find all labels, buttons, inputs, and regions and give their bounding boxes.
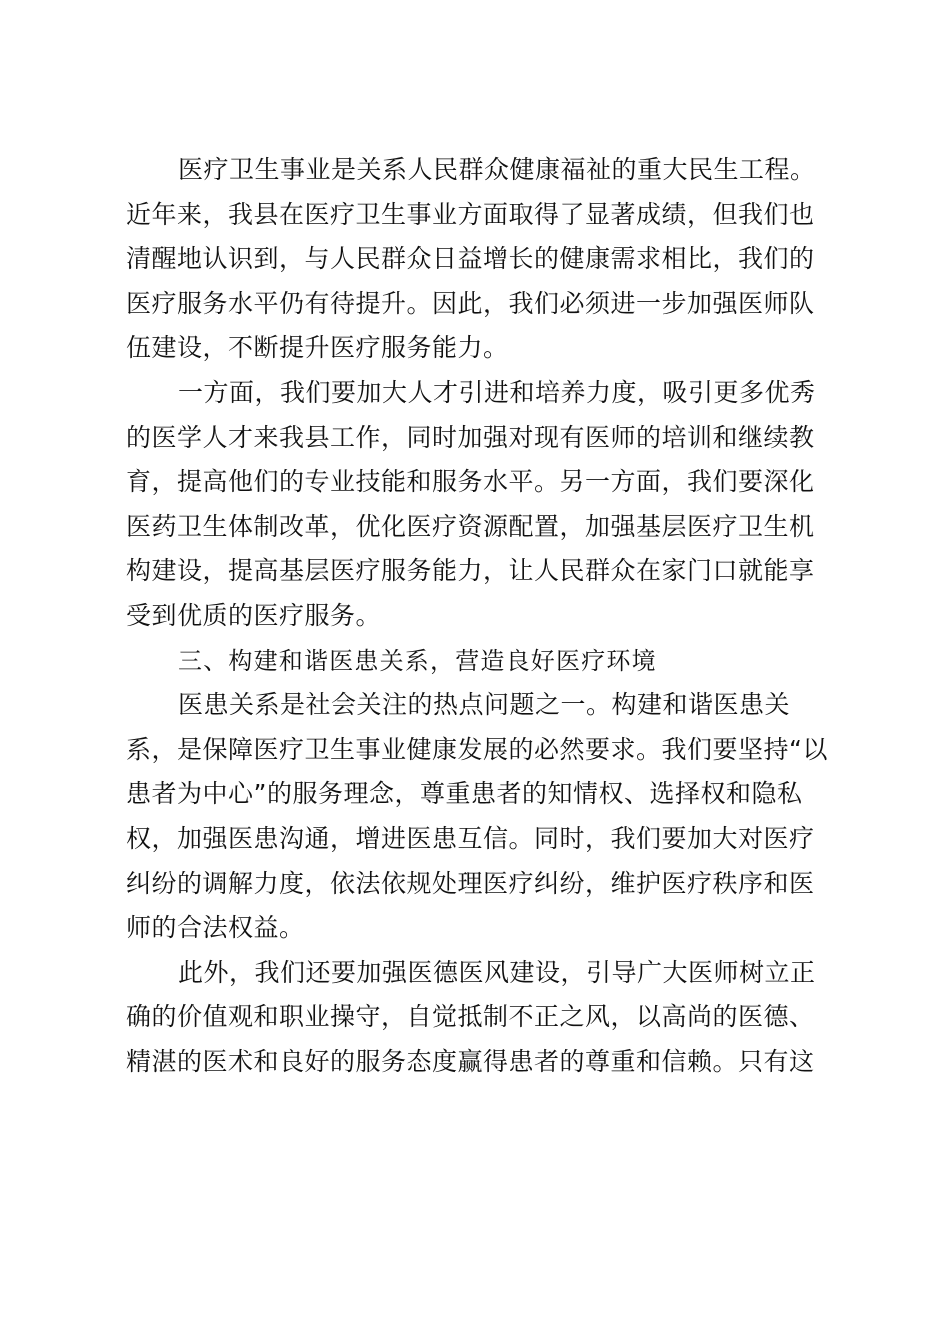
text-line: 权，加强医患沟通，增进医患互信。同时，我们要加大对医疗 [126, 823, 815, 853]
paragraph-medical-career-intro [126, 148, 826, 371]
text-line: 伍建设，不断提升医疗服务能力。 [126, 333, 509, 363]
text-line: 确的价值观和职业操守，自觉抵制不正之风，以高尚的医德、 [126, 1002, 815, 1032]
text-line: 精湛的医术和良好的服务态度赢得患者的尊重和信赖。只有这 [126, 1046, 815, 1076]
paragraph-talent-and-reform [126, 371, 826, 639]
text-line: 清醒地认识到，与人民群众日益增长的健康需求相比，我们的 [126, 244, 815, 274]
text-line: 师的合法权益。 [126, 913, 305, 943]
text-line: 近年来，我县在医疗卫生事业方面取得了显著成绩，但我们也 [126, 199, 815, 229]
text-line: 医疗服务水平仍有待提升。因此，我们必须进一步加强医师队 [126, 288, 815, 318]
text-line: 系，是保障医疗卫生事业健康发展的必然要求。我们要坚持“以 [126, 734, 828, 764]
text-line: 的医学人才来我县工作，同时加强对现有医师的培训和继续教 [126, 422, 815, 452]
paragraph-doctor-patient-relations [126, 683, 826, 951]
text-line: 构建设，提高基层医疗服务能力，让人民群众在家门口就能享 [126, 556, 815, 586]
text-line: 受到优质的医疗服务。 [126, 600, 382, 630]
text-line: 患者为中心”的服务理念，尊重患者的知情权、选择权和隐私 [126, 779, 803, 809]
document-page [126, 148, 826, 1084]
text-line: 医疗卫生事业是关系人民群众健康福祉的重大民生工程。 [178, 155, 816, 184]
text-line: 医患关系是社会关注的热点问题之一。构建和谐医患关 [178, 690, 791, 720]
section-heading-text: 三、构建和谐医患关系，营造良好医疗环境 [178, 646, 657, 675]
text-line: 医药卫生体制改革，优化医疗资源配置，加强基层医疗卫生机 [126, 511, 815, 541]
paragraph-medical-ethics [126, 951, 826, 1085]
text-line: 纠纷的调解力度，依法依规处理医疗纠纷，维护医疗秩序和医 [126, 868, 815, 898]
text-line: 育，提高他们的专业技能和服务水平。另一方面，我们要深化 [126, 467, 815, 497]
section-heading-doctor-patient [126, 639, 826, 684]
text-line: 此外，我们还要加强医德医风建设，引导广大医师树立正 [178, 957, 816, 987]
text-line: 一方面，我们要加大人才引进和培养力度，吸引更多优秀 [178, 377, 816, 407]
